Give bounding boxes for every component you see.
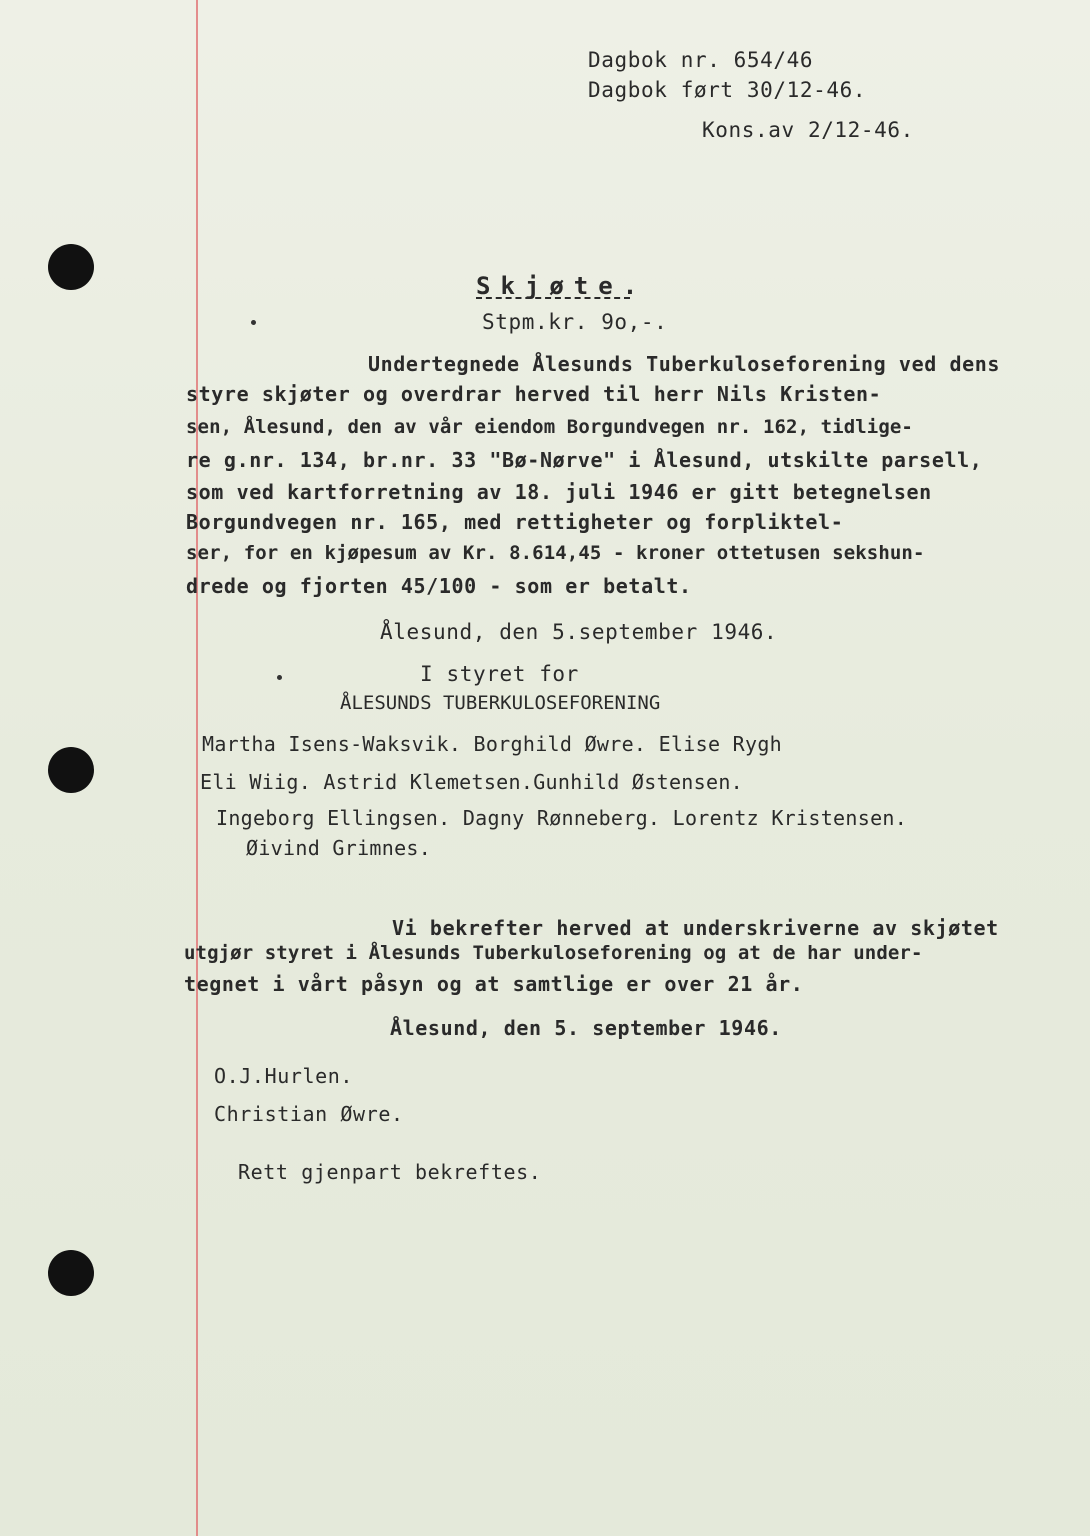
deed-place-date: Ålesund, den 5.september 1946. [380,620,778,644]
punch-hole-icon [48,244,94,290]
body-line: Undertegnede Ålesunds Tuberkuloseforening ved dens [368,352,1001,376]
body-line: sen, Ålesund, den av vår eiendom Borgundvegen nr. 162, tidlige- [186,416,913,438]
witness-name: Christian Øwre. [214,1102,404,1126]
body-line: re g.nr. 134, br.nr. 33 "Bø-Nørve" i Ålesund, utskilte parsell, [186,448,983,472]
punch-hole-icon [48,1250,94,1296]
speck [251,320,256,325]
dagbok-date: Dagbok ført 30/12-46. [588,78,867,102]
attestation-place-date: Ålesund, den 5. september 1946. [390,1016,782,1040]
association-name: ÅLESUNDS TUBERKULOSEFORENING [340,692,661,714]
board-heading: I styret for [420,662,579,686]
signature-line: Ingeborg Ellingsen. Dagny Rønneberg. Lorentz Kristensen. [216,806,908,830]
attestation-line: tegnet i vårt påsyn og at samtlige er over 21 år. [184,972,804,996]
body-line: styre skjøter og overdrar herved til herr Nils Kristen- [186,382,882,406]
body-line: som ved kartforretning av 18. juli 1946 er gitt betegnelsen [186,480,932,504]
title-underline [476,297,630,299]
signature-line: Eli Wiig. Astrid Klemetsen.Gunhild Østensen. [200,770,744,794]
punch-hole-icon [48,747,94,793]
kons-date: Kons.av 2/12-46. [702,118,914,142]
signature-line: Øivind Grimnes. [246,836,432,860]
signature-line: Martha Isens-Waksvik. Borghild Øwre. Elise Rygh [202,732,783,756]
dagbok-number: Dagbok nr. 654/46 [588,48,814,72]
body-line: ser, for en kjøpesum av Kr. 8.614,45 - kroner ottetusen sekshun- [186,542,925,564]
speck [277,675,282,680]
attestation-line: utgjør styret i Ålesunds Tuberkuloseforening og at de har under- [184,942,923,964]
witness-name: O.J.Hurlen. [214,1064,354,1088]
body-line: Borgundvegen nr. 165, med rettigheter og forpliktel- [186,510,844,534]
attestation-line: Vi bekrefter herved at underskriverne av skjøtet [392,916,999,940]
certification-text: Rett gjenpart bekreftes. [238,1160,542,1184]
deed-title: Skjøte. [476,272,648,300]
stamp-fee: Stpm.kr. 9o,-. [482,310,668,334]
body-line: drede og fjorten 45/100 - som er betalt. [186,574,692,598]
margin-rule [196,0,198,1536]
